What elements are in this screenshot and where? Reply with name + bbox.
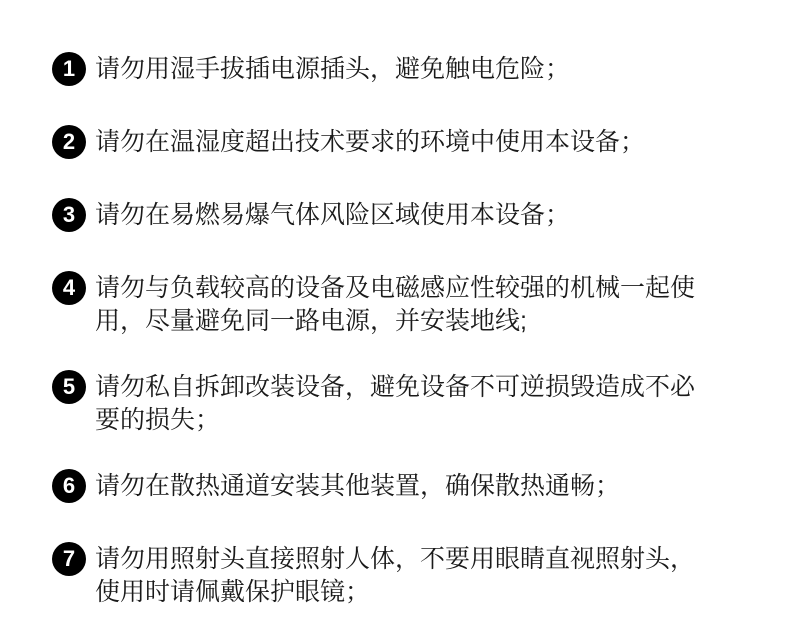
- instruction-line: 请勿用湿手拔插电源插头，避免触电危险；: [95, 55, 571, 83]
- instruction-line: 请勿与负载较高的设备及电磁感应性较强的机械一起使: [95, 274, 696, 302]
- instruction-text: [95, 199, 570, 232]
- instruction-line: 要的损失；: [95, 406, 221, 434]
- number-badge: 4: [52, 271, 86, 305]
- instruction-line: 请勿在易燃易爆气体风险区域使用本设备；: [95, 201, 571, 229]
- list-item: [52, 543, 750, 609]
- number-badge: 7: [52, 542, 86, 576]
- number-badge: 2: [52, 125, 86, 159]
- instruction-text: [95, 371, 695, 437]
- list-item: [52, 470, 750, 503]
- instruction-line: 用，尽量避免同一路电源，并安装地线;: [95, 307, 527, 335]
- instruction-text: [95, 470, 620, 503]
- instruction-line: 使用时请佩戴保护眼镜；: [95, 578, 371, 606]
- instruction-line: 请勿用照射头直接照射人体，不要用眼睛直视照射头，: [95, 545, 696, 573]
- instruction-text: [95, 53, 570, 86]
- list-item: [52, 126, 750, 159]
- list-item: [52, 272, 750, 338]
- number-badge: 6: [52, 469, 86, 503]
- number-badge: 3: [52, 198, 86, 232]
- instruction-text: [95, 543, 695, 609]
- instruction-text: [95, 126, 645, 159]
- instruction-text: [95, 272, 695, 338]
- list-item: [52, 199, 750, 232]
- number-badge: 5: [52, 370, 86, 404]
- instruction-line: 请勿在温湿度超出技术要求的环境中使用本设备；: [95, 128, 646, 156]
- instruction-line: 请勿私自拆卸改装设备，避免设备不可逆损毁造成不必: [95, 373, 696, 401]
- number-badge: 1: [52, 52, 86, 86]
- instruction-line: 请勿在散热通道安装其他装置，确保散热通畅；: [95, 472, 621, 500]
- list-item: [52, 371, 750, 437]
- list-item: [52, 53, 750, 86]
